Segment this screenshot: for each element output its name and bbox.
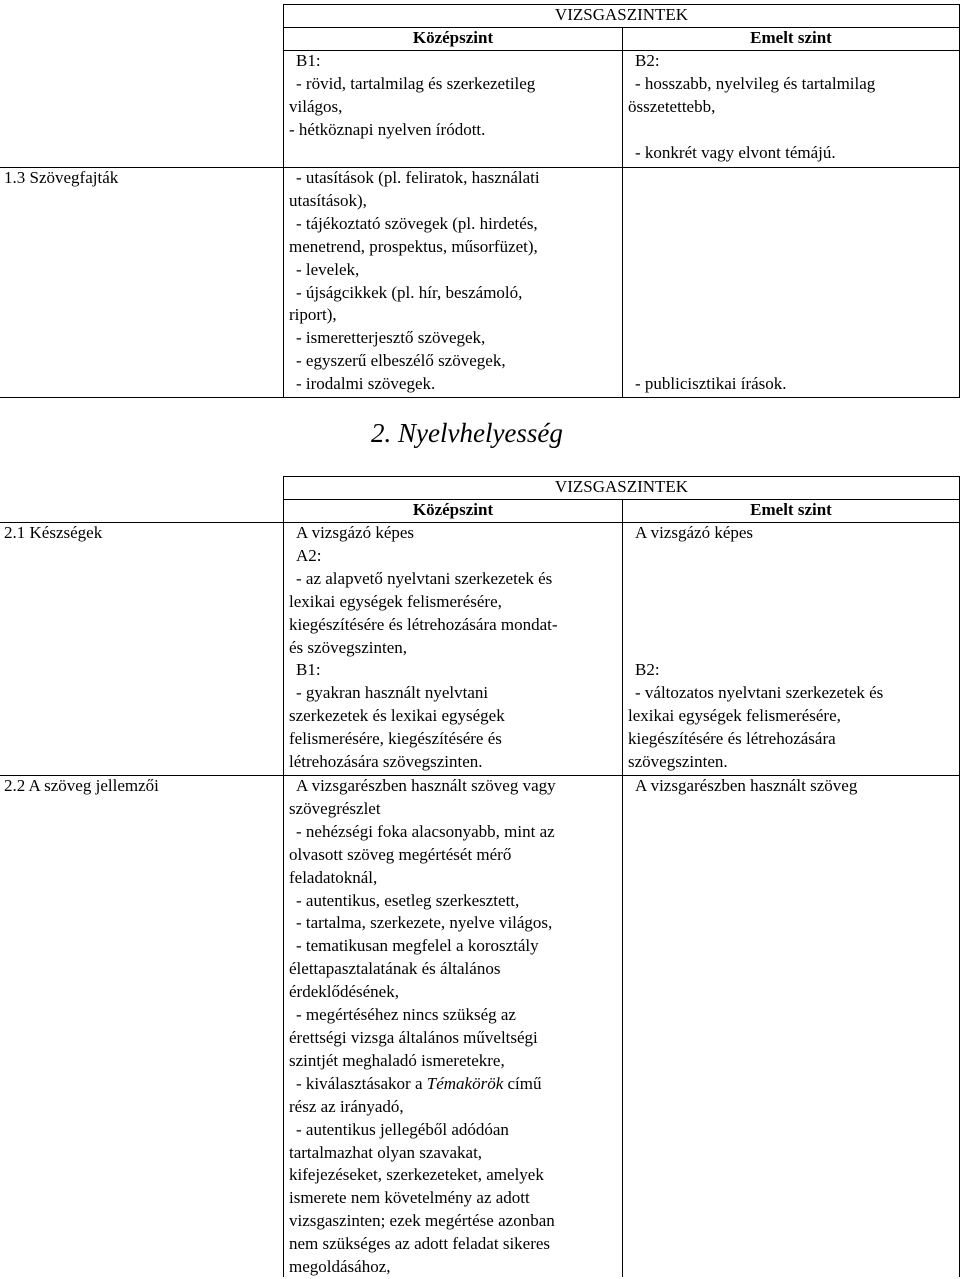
text-line: feladatoknál, — [289, 867, 378, 887]
text-line: utasítások), — [289, 190, 367, 210]
text-line: olvasott szöveg megértését mérő — [289, 844, 512, 864]
text-line: szerkezetek és lexikai egységek — [289, 706, 505, 726]
t2-row-label-21: 2.1 Készségek — [4, 523, 103, 542]
t2-row21-high — [628, 659, 956, 774]
text-line: B2: — [635, 51, 660, 70]
t2-row-label-22: 2.2 A szöveg jellemzői — [4, 776, 159, 795]
text-line: világos, — [289, 96, 343, 116]
text-line — [628, 119, 956, 142]
text-fragment: - kiválasztásakor a — [296, 1073, 427, 1093]
t1-emelt-szint: Emelt szint — [750, 28, 832, 47]
t2-row22-high: A vizsgarészben használt szöveg — [635, 776, 858, 795]
text-line: - irodalmi szövegek. — [296, 374, 436, 394]
emphasis-temakorok: Témakörök — [426, 1073, 504, 1093]
t1-vizsgaszintek: VIZSGASZINTEK — [554, 5, 689, 24]
text-line: B1: — [296, 51, 321, 70]
text-line: felismerésére, kiegészítésére és — [289, 729, 502, 749]
text-line: - autentikus, esetleg szerkesztett, — [296, 890, 520, 910]
text-line: kiegészítésére és létrehozására mondat- — [289, 614, 558, 634]
text-line: B1: — [296, 660, 321, 680]
text-line: A vizsgázó képes — [296, 523, 415, 542]
t1-col-mid — [622, 27, 623, 397]
text-line: élettapasztalatának és általános — [289, 959, 501, 979]
t2-vizsgaszintek: VIZSGASZINTEK — [554, 477, 689, 496]
t2-row21-high-top: A vizsgázó képes — [635, 523, 754, 542]
text-line: lexikai egységek felismerésére, — [289, 591, 502, 611]
text-line: - hétköznapi nyelven íródott. — [289, 119, 486, 139]
t2-emelt-szint: Emelt szint — [750, 500, 832, 519]
text-line: B2: — [635, 660, 660, 679]
text-line: - gyakran használt nyelvtani — [296, 683, 489, 703]
text-line: menetrend, prospektus, műsorfüzet), — [289, 236, 538, 256]
text-line: riport), — [289, 305, 337, 325]
t1-bottom-rule — [0, 397, 960, 398]
text-line: vizsgaszinten; ezek megértése azonban — [289, 1211, 555, 1231]
text-line: - rövid, tartalmilag és szerkezetileg — [296, 73, 536, 93]
text-line: ismerete nem követelmény az adott — [289, 1188, 530, 1208]
t2-row21-mid — [289, 522, 619, 774]
text-line: - autentikus jellegéből adódóan — [296, 1119, 509, 1139]
text-line: létrehozására szövegszinten. — [289, 752, 483, 772]
t1-row13-mid — [289, 167, 619, 396]
text-line: - tájékoztató szövegek (pl. hirdetés, — [296, 213, 538, 233]
text-line: rész az irányadó, — [289, 1096, 404, 1116]
text-line: - változatos nyelvtani szerkezetek és — [635, 682, 884, 702]
t2-col-left — [283, 476, 284, 1277]
text-line: érdeklődésének, — [289, 982, 399, 1002]
text-line: A2: — [296, 545, 322, 565]
text-line — [289, 1073, 619, 1096]
t2-kozepszint: Középszint — [412, 500, 494, 519]
text-line: - tematikusan megfelel a korosztály — [296, 936, 539, 956]
text-line: kifejezéseket, szerkezeteket, amelyek — [289, 1165, 544, 1185]
t2-col-mid — [622, 499, 623, 1277]
text-line: - megértéséhez nincs szükség az — [296, 1005, 516, 1025]
text-line: kiegészítésére és létrehozására — [628, 728, 836, 748]
text-line: - tartalma, szerkezete, nyelve világos, — [296, 913, 553, 933]
text-line: - hosszabb, nyelvileg és tartalmilag — [635, 73, 876, 93]
text-line: és szövegszinten, — [289, 637, 408, 657]
text-line: tartalmazhat olyan szavakat, — [289, 1142, 483, 1162]
text-fragment: című — [503, 1073, 542, 1093]
text-line: A vizsgarészben használt szöveg vagy — [296, 776, 556, 795]
text-line: - nehézségi foka alacsonyabb, mint az — [296, 821, 555, 841]
text-line: - konkrét vagy elvont témájú. — [635, 142, 836, 162]
text-line: - újságcikkek (pl. hír, beszámoló, — [296, 282, 523, 302]
t2-row22-mid — [289, 775, 619, 1279]
text-line: nem szükséges az adott feladat sikeres — [289, 1234, 551, 1254]
text-line: szövegszinten. — [628, 751, 728, 771]
text-line: lexikai egységek felismerésére, — [628, 705, 841, 725]
t1-intro-mid — [289, 50, 619, 142]
text-line: - ismeretterjesztő szövegek, — [296, 328, 486, 348]
section-heading: 2. Nyelvhelyesség — [371, 418, 563, 448]
t1-row13-high: - publicisztikai írások. — [635, 374, 787, 393]
text-line: szövegrészlet — [289, 798, 381, 818]
t1-row-label-13: 1.3 Szövegfajták — [4, 168, 119, 187]
text-line: - levelek, — [296, 259, 360, 279]
t1-kozepszint: Középszint — [412, 28, 494, 47]
t1-intro-high — [628, 50, 956, 165]
t1-col-left — [283, 4, 284, 397]
text-line: - az alapvető nyelvtani szerkezetek és — [296, 568, 553, 588]
text-line: megoldásához, — [289, 1257, 391, 1277]
text-line: szintjét meghaladó ismeretekre, — [289, 1050, 505, 1070]
text-line: összetettebb, — [628, 96, 716, 116]
text-line: - egyszerű elbeszélő szövegek, — [296, 351, 506, 371]
text-line: - utasítások (pl. feliratok, használati — [296, 168, 540, 187]
text-line: érettségi vizsga általános műveltségi — [289, 1027, 538, 1047]
